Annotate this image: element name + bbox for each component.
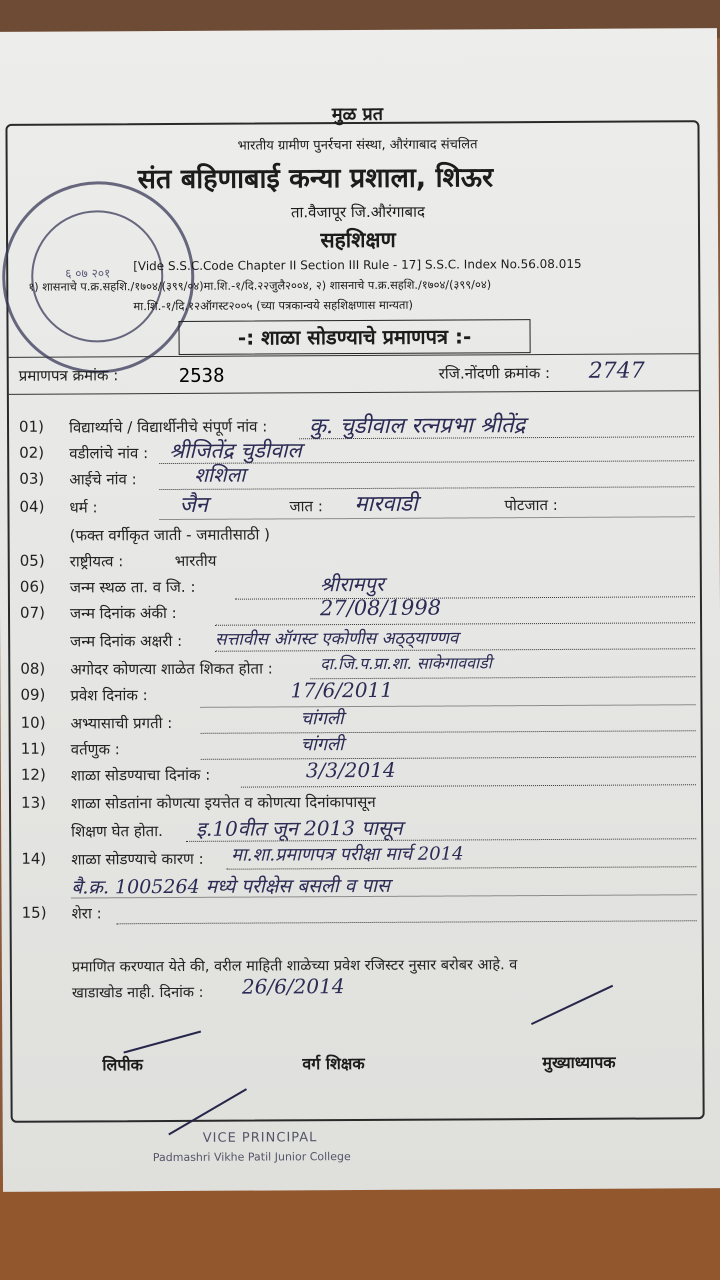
- previous-school-label: अगोदर कोणत्या शाळेत शिकत होता :: [70, 659, 273, 679]
- vice-principal-stamp-college: Padmashri Vikhe Patil Junior College: [152, 1150, 351, 1165]
- certificate-paper: [0, 28, 720, 1192]
- row-number: 03): [19, 469, 45, 488]
- approval-line-2: मा.शि.-१/दि.१२ऑगस्ट२००५ (च्या पत्रकान्वये सहशिक्षणास मान्यता): [133, 297, 413, 314]
- progress-value: चांगली: [300, 708, 344, 730]
- progress-label: अभ्यासाची प्रगती :: [70, 713, 173, 733]
- certification-statement: प्रमाणित करण्यात येते की, वरील माहिती शाळेच्या प्रवेश रजिस्टर नुसार बरोबर आहे. व: [71, 957, 518, 976]
- row-number: 13): [20, 793, 47, 812]
- school-address: ता.वैजापूर जि.औरंगाबाद: [290, 202, 425, 222]
- leaving-date-label: शाळा सोडण्याचा दिनांक :: [70, 765, 211, 785]
- row-number: 09): [20, 685, 46, 704]
- school-seal-stamp: ६ ०७ २०१: [2, 181, 195, 374]
- reg-no-label: रजि.नोंदणी क्रमांक :: [438, 364, 551, 383]
- class-at-leaving-label: शाळा सोडतांना कोणत्या इयत्तेत व कोणत्या दिनांकापासून: [70, 792, 376, 813]
- row-number: 10): [20, 713, 46, 732]
- approval-line-1: १) शासनाचे प.क्र.सहशि./१७०४/(३९९/०४)मा.शि.-१/दि.२२जुलै२००४, २) शासनाचे प.क्र.सहशि./१७०४/(३९९/०४): [28, 278, 492, 294]
- dob-value: 27/08/1998: [319, 595, 442, 621]
- row-number: 05): [19, 551, 45, 570]
- leaving-date-value: 3/3/2014: [305, 757, 396, 783]
- row-number: 11): [20, 739, 46, 758]
- subcaste-label: पोटजात :: [504, 495, 558, 515]
- caste-label: जात :: [289, 497, 323, 516]
- dob-words-value: सत्तावीस ऑगस्ट एकोणीस अठ्ठ्याण्णव: [215, 628, 459, 650]
- dob-label: जन्म दिनांक अंकी :: [69, 603, 177, 623]
- caste-value: मारवाडी: [354, 491, 418, 518]
- row-number: 07): [19, 603, 46, 622]
- leaving-reason-label: शाळा सोडण्याचे कारण :: [71, 849, 204, 869]
- caste-note: (फक्त वर्गीकृत जाती - जमातीसाठी ): [69, 525, 271, 545]
- sponsor-line: भारतीय ग्रामीण पुनर्रचना संस्था, औरंगाबाद संचलित: [237, 137, 478, 154]
- leaving-reason-value-2: बै.क्र. 1005264 मध्ये परीक्षेस बसली व पास: [71, 874, 390, 899]
- mother-name-label: आईचे नांव :: [69, 470, 137, 489]
- certificate-title: -: शाळा सोडण्याचे प्रमाणपत्र :-: [178, 319, 530, 355]
- mother-name-value: शशिला: [194, 462, 246, 487]
- nationality-value: भारतीय: [174, 551, 217, 570]
- conduct-label: वर्तणुक :: [70, 740, 120, 759]
- clerk-label: लिपीक: [102, 1055, 143, 1075]
- row-number: 14): [21, 849, 47, 868]
- copy-label: मुळ प्रत: [331, 103, 384, 126]
- class-at-leaving-value: इ.10वीत जून 2013 पासून: [196, 815, 403, 841]
- student-name-value: कु. चुडीवाल रत्नप्रभा श्रीतेंद्र: [308, 413, 526, 440]
- previous-school-value: दा.जि.प.प्रा.शा. साकेगाववाडी: [320, 653, 492, 674]
- certification-date-value: 26/6/2014: [241, 974, 345, 999]
- vice-principal-stamp-title: VICE PRINCIPAL: [202, 1130, 318, 1146]
- row-number: 04): [19, 497, 45, 516]
- leaving-reason-value: मा.शा.प्रमाणपत्र परीक्षा मार्च 2014: [231, 843, 464, 866]
- birthplace-value: श्रीरामपुर: [319, 571, 385, 597]
- certification-date-label: खाडाखोड नाही. दिनांक :: [71, 984, 204, 1002]
- religion-label: धर्म :: [69, 498, 98, 517]
- father-name-value: श्रीजितेंद्र चुडीवाल: [169, 438, 302, 463]
- row-number: 08): [20, 659, 46, 678]
- nationality-label: राष्ट्रीयत्व :: [69, 552, 124, 571]
- religion-value: जैन: [179, 492, 209, 518]
- dob-words-label: जन्म दिनांक अक्षरी :: [70, 631, 183, 651]
- admission-date-value: 17/6/2011: [290, 677, 394, 703]
- cert-no-label: प्रमाणपत्र क्रमांक :: [18, 366, 119, 385]
- reg-no: 2747: [588, 358, 645, 384]
- row-number: 02): [19, 443, 45, 462]
- birthplace-label: जन्म स्थळ ता. व जि. :: [69, 577, 196, 597]
- education-type: सहशिक्षण: [320, 227, 396, 253]
- row-number: 01): [18, 417, 45, 436]
- row-number: 12): [20, 765, 46, 784]
- school-name: संत बहिणाबाई कन्या प्रशाला, शिऊर: [137, 162, 494, 196]
- remarks-label: शेरा :: [71, 904, 102, 923]
- cert-no: 2538: [178, 364, 225, 387]
- class-at-leaving-label-2: शिक्षण घेत होता.: [71, 822, 163, 841]
- student-name-label: विद्यार्थ्याचे / विद्यार्थीनीचे संपूर्ण नांव :: [68, 417, 268, 437]
- row-number: 06): [19, 577, 45, 596]
- father-name-label: वडीलांचे नांव :: [69, 444, 149, 463]
- row-number: 15): [21, 903, 47, 922]
- admission-date-label: प्रवेश दिनांक :: [70, 686, 148, 705]
- headmaster-label: मुख्याध्यापक: [542, 1052, 616, 1073]
- ssc-code-line: [Vide S.S.C.Code Chapter II Section III Rule - 17] S.S.C. Index No.56.08.015: [133, 256, 582, 274]
- conduct-value: चांगली: [300, 734, 344, 756]
- class-teacher-label: वर्ग शिक्षक: [302, 1053, 365, 1074]
